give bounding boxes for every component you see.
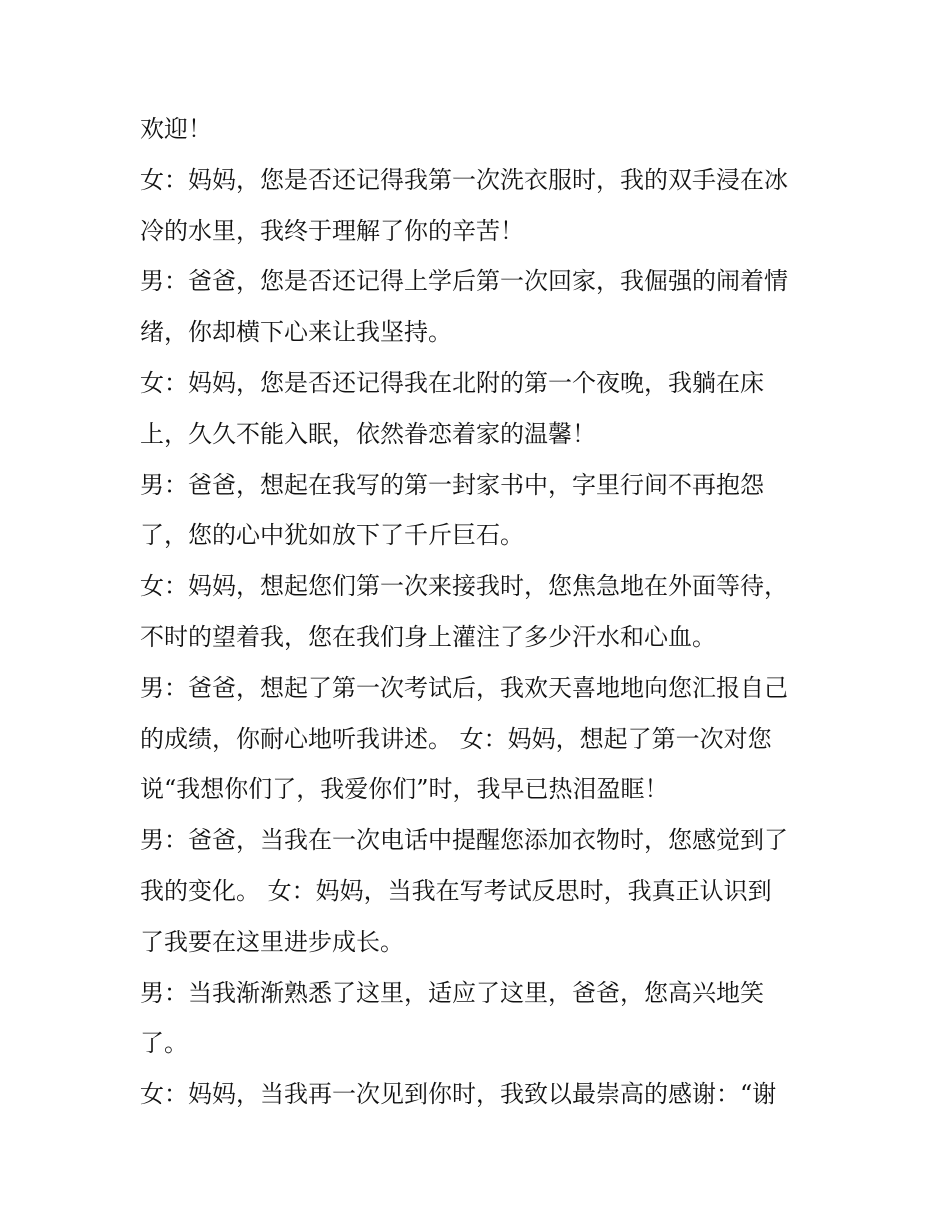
text-line: 男：当我渐渐熟悉了这里，适应了这里，爸爸，您高兴地笑 xyxy=(140,978,764,1007)
text-line: 我的变化。 女：妈妈，当我在写考试反思时，我真正认识到 xyxy=(140,876,772,905)
text-line: 冷的水里，我终于理解了你的辛苦！ xyxy=(140,216,524,245)
text-line: 女：妈妈，您是否还记得我在北附的第一个夜晚，我躺在床 xyxy=(140,368,764,397)
text-line: 上，久久不能入眠，依然眷恋着家的温馨！ xyxy=(140,419,596,448)
text-line: 了。 xyxy=(140,1029,188,1058)
text-line: 女：妈妈，想起您们第一次来接我时，您焦急地在外面等待， xyxy=(140,572,788,601)
text-line: 绪，你却横下心来让我坚持。 xyxy=(140,318,452,347)
text-line: 男：爸爸，想起了第一次考试后，我欢天喜地地向您汇报自己 xyxy=(140,673,788,702)
text-line: 说“我想你们了，我爱你们”时，我早已热泪盈眶！ xyxy=(140,775,669,804)
text-line: 女：妈妈，您是否还记得我第一次洗衣服时，我的双手浸在冰 xyxy=(140,165,788,194)
text-line: 了，您的心中犹如放下了千斤巨石。 xyxy=(140,521,524,550)
text-line: 男：爸爸，当我在一次电话中提醒您添加衣物时，您感觉到了 xyxy=(140,826,788,855)
text-line: 的成绩，你耐心地听我讲述。 女：妈妈，想起了第一次对您 xyxy=(140,724,772,753)
text-line: 女：妈妈，当我再一次见到你时，我致以最崇高的感谢：“谢 xyxy=(140,1080,777,1109)
text-line: 男：爸爸，您是否还记得上学后第一次回家，我倔强的闹着情 xyxy=(140,267,788,296)
text-line: 了我要在这里进步成长。 xyxy=(140,927,404,956)
text-line: 男：爸爸，想起在我写的第一封家书中，字里行间不再抱怨 xyxy=(140,470,764,499)
text-line: 不时的望着我，您在我们身上灌注了多少汗水和心血。 xyxy=(140,622,716,651)
text-line: 欢迎！ xyxy=(140,115,212,143)
document-body xyxy=(140,104,820,1120)
